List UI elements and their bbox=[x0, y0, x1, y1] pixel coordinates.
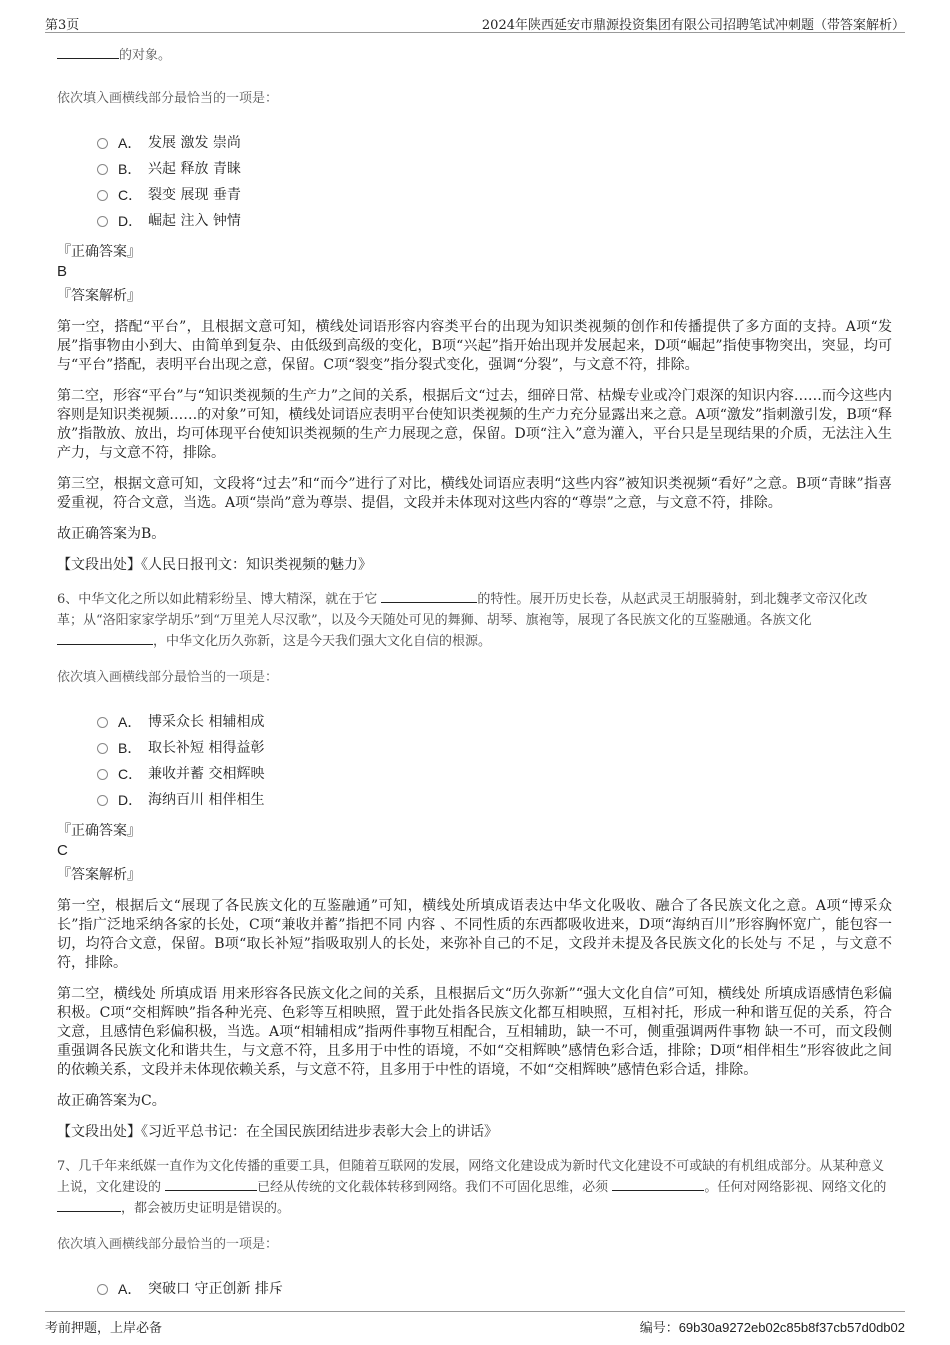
fill-blank bbox=[165, 1178, 257, 1191]
q5-answer: B bbox=[57, 263, 68, 280]
document-title: 2024年陕西延安市鼎源投资集团有限公司招聘笔试冲刺题（带答案解析） bbox=[481, 18, 905, 33]
q5-options bbox=[97, 130, 892, 234]
q5-conclusion: 故正确答案为B。 bbox=[57, 526, 166, 542]
q5-option-d[interactable]: D． 崛起 注入 钟情 bbox=[97, 208, 892, 234]
q5-analysis-para-2: 第二空，形容“平台”与“知识类视频的生产力”之间的关系，根据后文“过去，细碎日常、枯燥专业或冷门艰深的知识内容……而今这些内容则是知识类视频……的对象”可知，横线处词语应表明平台使知识类视频的生产力充分显露出来之意。A项“激发”指刺激引发，B项“释放”指散放、放出，均可体现平台使知识类视频的生产力展现之意，保留。D项“注入”意为灌入，平台只是呈现结果的介质，无法注入生产力，与文意不符，排除。 bbox=[57, 388, 892, 461]
q5-option-c[interactable]: C． 裂变 展现 垂青 bbox=[97, 182, 892, 208]
q5-analysis-label: 『答案解析』 bbox=[57, 288, 141, 304]
fill-blank bbox=[57, 632, 153, 645]
page-footer bbox=[45, 1311, 905, 1338]
document-body bbox=[57, 44, 892, 1302]
q5-option-a[interactable]: A． 发展 激发 崇尚 bbox=[97, 130, 892, 156]
fill-blank bbox=[57, 1199, 121, 1212]
page-header bbox=[45, 12, 905, 33]
page-number: 第3页 bbox=[45, 18, 80, 33]
q6-source: 【文段出处】《习近平总书记：在全国民族团结进步表彰大会上的讲话》 bbox=[57, 1124, 498, 1140]
radio-icon[interactable] bbox=[97, 164, 108, 175]
q5-instruction: 依次填入画横线部分最恰当的一项是： bbox=[57, 91, 279, 106]
fill-blank bbox=[57, 46, 119, 59]
q6-answer: C bbox=[57, 842, 68, 859]
q7-options bbox=[97, 1276, 892, 1302]
q6-conclusion: 故正确答案为C。 bbox=[57, 1093, 166, 1109]
q5-analysis-para-3: 第三空，根据文意可知，文段将“过去”和“而今”进行了对比，横线处词语应表明“这些内容”被知识类视频“看好”之意。B项“青睐”指喜爱重视，符合文意，当选。A项“崇尚”意为尊崇、提倡，文段并未体现对这些内容的“尊崇”之意，与文意不符，排除。 bbox=[57, 476, 892, 511]
radio-icon[interactable] bbox=[97, 1284, 108, 1295]
q5-tail: 的对象。 bbox=[57, 44, 892, 63]
q6-options bbox=[97, 709, 892, 813]
q6-option-b[interactable]: B． 取长补短 相得益彰 bbox=[97, 735, 892, 761]
radio-icon[interactable] bbox=[97, 216, 108, 227]
q6-option-a[interactable]: A． 博采众长 相辅相成 bbox=[97, 709, 892, 735]
q6-answer-label: 『正确答案』 bbox=[57, 823, 141, 839]
q6-instruction: 依次填入画横线部分最恰当的一项是： bbox=[57, 670, 279, 685]
q7-option-a[interactable]: A． 突破口 守正创新 排斥 bbox=[97, 1276, 892, 1302]
q6-analysis-label: 『答案解析』 bbox=[57, 867, 141, 883]
radio-icon[interactable] bbox=[97, 743, 108, 754]
q6-analysis-para-1: 第一空，根据后文“展现了各民族文化的互鉴融通”可知，横线处所填成语表达中华文化吸收、融合了各民族文化之意。A项“博采众长”指广泛地采纳各家的长处，C项“兼收并蓄”指把不同 内容 、不同性质的东西都吸收进来，D项“海纳百川”形容胸怀宽广，能包容一切，均符合文意，保留。B项“取长补短”指吸取别人的长处，来弥补自己的不足，文段并未提及各民族文化的长处与 不足 ，与文意不符，排除。 bbox=[57, 898, 892, 971]
q5-source: 【文段出处】《人民日报刊文：知识类视频的魅力》 bbox=[57, 557, 372, 573]
q5-analysis-para-1: 第一空，搭配“平台”，且根据文意可知，横线处词语形容内容类平台的出现为知识类视频的创作和传播提供了多方面的支持。A项“发展”指事物由小到大、由简单到复杂、由低级到高级的变化，B项“兴起”指开始出现并发展起来，D项“崛起”指使事物突出，突显，均可与“平台”搭配，表明平台出现之意，保留。C项“裂变”指分裂式变化，强调“分裂”，与文意不符，排除。 bbox=[57, 319, 892, 373]
q5-option-b[interactable]: B． 兴起 释放 青睐 bbox=[97, 156, 892, 182]
radio-icon[interactable] bbox=[97, 717, 108, 728]
fill-blank bbox=[612, 1178, 704, 1191]
footer-slogan: 考前押题，上岸必备 bbox=[45, 1321, 163, 1336]
radio-icon[interactable] bbox=[97, 795, 108, 806]
q7-instruction: 依次填入画横线部分最恰当的一项是： bbox=[57, 1237, 279, 1252]
q6-option-c[interactable]: C． 兼收并蓄 交相辉映 bbox=[97, 761, 892, 787]
radio-icon[interactable] bbox=[97, 769, 108, 780]
q6-question: 6、中华文化之所以如此精彩纷呈、博大精深，就在于它 的特性。展开历史长卷，从赵武灵王胡服骑射，到北魏孝文帝汉化改革；从“洛阳家家学胡乐”到“万里羌人尽汉歌”，以及今天随处可见的舞狮、胡琴、旗袍等，展现了各民族文化的互鉴融通。各族文化 ，中华文化历久弥新，这是今天我们强大文化自信的根源。 bbox=[57, 592, 868, 649]
radio-icon[interactable] bbox=[97, 138, 108, 149]
q6-analysis-para-2: 第二空，横线处 所填成语 用来形容各民族文化之间的关系，且根据后文“历久弥新”“强大文化自信”可知，横线处 所填成语感情色彩偏积极。C项“交相辉映”指各种光亮、色彩等互相映照，置于此处指各民族文化都互相映照，互相衬托，形成一种和谐互促的关系，符合文意，且感情色彩偏积极，当选。A项“相辅相成”指两件事物互相配合，互相辅助，缺一不可，侧重强调两件事物 缺一不可，而文段侧重强调各民族文化和谐共生，与文意不符，且多用于中性的语境，不如“交相辉映”感情色彩合适，排除；D项“相伴相生”形容彼此之间的依赖关系，文段并未体现依赖关系，与文意不符，且多用于中性的语境，不如“交相辉映”感情色彩合适，排除。 bbox=[57, 986, 892, 1078]
q5-answer-label: 『正确答案』 bbox=[57, 244, 141, 260]
fill-blank bbox=[381, 590, 477, 603]
document-id: 编号：69b30a9272eb02c85b8f37cb57d0db02 bbox=[639, 1320, 905, 1335]
q7-question: 7、几千年来纸媒一直作为文化传播的重要工具，但随着互联网的发展，网络文化建设成为新时代文化建设不可或缺的有机组成部分。从某种意义上说，文化建设的 已经从传统的文化载体转移到网络。我们不可固化思维，必须 。任何对网络影视、网络文化的 ，都会被历史证明是错误的。 bbox=[57, 1159, 887, 1216]
q6-option-d[interactable]: D． 海纳百川 相伴相生 bbox=[97, 787, 892, 813]
radio-icon[interactable] bbox=[97, 190, 108, 201]
